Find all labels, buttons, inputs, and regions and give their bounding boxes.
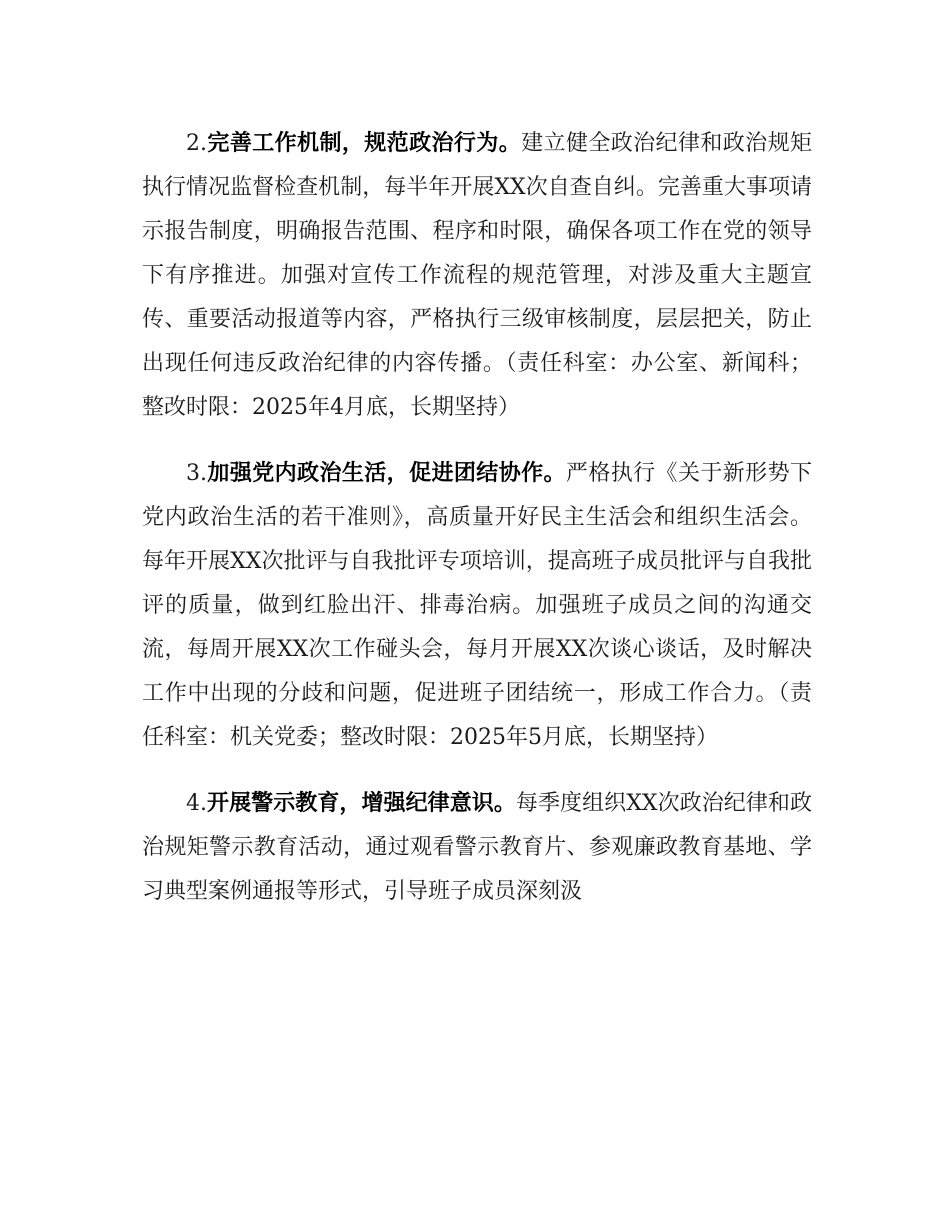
item-body: 建立健全政治纪律和政治规矩执行情况监督检查机制，每半年开展XX次自查自纠。完善重大事项请示报告制度，明确报告范围、程序和时限，确保各项工作在党的领导下有序推进。加强对宣传工作流程的规范管理，对涉及重大主题宣传、重要活动报道等内容，严格执行三级审核制度，层层把关，防止出现任何违反政治纪律的内容传播。（责任科室：办公室、新闻科；整改时限：2025年4月底，长期坚持） — [142, 131, 812, 420]
item-number: 3. — [186, 461, 207, 486]
item-heading: 加强党内政治生活，促进团结协作。 — [207, 461, 566, 486]
item-body: 严格执行《关于新形势下党内政治生活的若干准则》，高质量开好民主生活会和组织生活会。每年开展XX次批评与自我批评专项培训，提高班子成员批评与自我批评的质量，做到红脸出汗、排毒治病。加强班子成员之间的沟通交流，每周开展XX次工作碰头会，每月开展XX次谈心谈话，及时解决工作中出现的分歧和问题，促进班子团结统一，形成工作合力。（责任科室：机关党委；整改时限：2025年5月底，长期坚持） — [142, 461, 812, 750]
item-number: 2. — [186, 131, 207, 156]
item-heading: 完善工作机制，规范政治行为。 — [207, 131, 522, 156]
paragraph-item-3 — [142, 452, 812, 760]
paragraph-item-4 — [142, 782, 812, 914]
paragraph-item-2 — [142, 122, 812, 430]
item-number: 4. — [186, 791, 207, 816]
item-heading: 开展警示教育，增强纪律意识。 — [207, 791, 516, 816]
item-body: 每季度组织XX次政治纪律和政治规矩警示教育活动，通过观看警示教育片、参观廉政教育基地、学习典型案例通报等形式，引导班子成员深刻汲 — [142, 791, 812, 904]
document-body — [142, 122, 812, 936]
